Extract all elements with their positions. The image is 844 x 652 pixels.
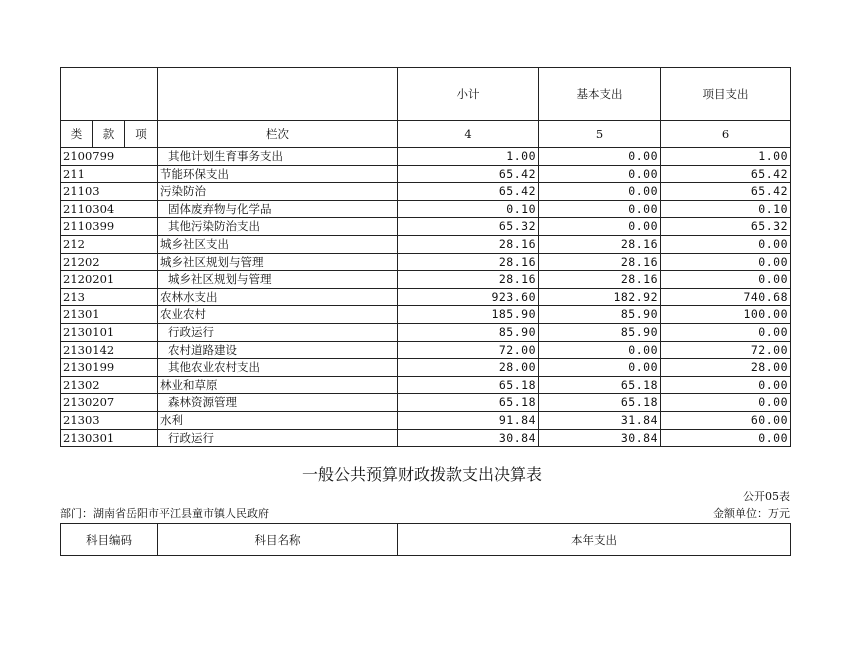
subject-name: 污染防治 — [158, 183, 398, 201]
project-expense-value: 0.00 — [661, 323, 791, 341]
basic-expense-value: 0.00 — [539, 183, 661, 201]
basic-expense-value: 65.18 — [539, 394, 661, 412]
basic-expense-value: 28.16 — [539, 271, 661, 289]
basic-expense-value: 0.00 — [539, 359, 661, 377]
table-row — [61, 218, 791, 236]
table-row — [61, 394, 791, 412]
project-expense-value: 100.00 — [661, 306, 791, 324]
subject-code: 2120201 — [61, 271, 158, 289]
basic-expense-value: 0.00 — [539, 165, 661, 183]
basic-expense-value: 0.00 — [539, 341, 661, 359]
subtotal-value: 28.16 — [398, 235, 539, 253]
subject-name: 行政运行 — [158, 323, 398, 341]
subject-code: 2110399 — [61, 218, 158, 236]
subject-code: 2130142 — [61, 341, 158, 359]
basic-expense-value: 85.90 — [539, 323, 661, 341]
header-subtotal: 小计 — [398, 68, 539, 121]
header-subject-name: 科目名称 — [158, 524, 398, 556]
subtotal-value: 65.32 — [398, 218, 539, 236]
subtotal-value: 65.18 — [398, 394, 539, 412]
header-blank-cell — [61, 68, 158, 121]
subject-name: 其他污染防治支出 — [158, 218, 398, 236]
project-expense-value: 65.42 — [661, 165, 791, 183]
header-current-year-expense: 本年支出 — [398, 524, 791, 556]
project-expense-value: 0.10 — [661, 200, 791, 218]
subject-code: 21301 — [61, 306, 158, 324]
basic-expense-value: 0.00 — [539, 218, 661, 236]
table-row — [61, 183, 791, 201]
subject-name: 农业农村 — [158, 306, 398, 324]
header-lei: 类 — [61, 121, 93, 148]
subtotal-value: 65.18 — [398, 376, 539, 394]
project-expense-value: 0.00 — [661, 235, 791, 253]
basic-expense-value: 0.00 — [539, 148, 661, 166]
page-title: 一般公共预算财政拨款支出决算表 — [301, 465, 542, 484]
expenditure-table — [60, 67, 791, 447]
budget-table-header — [60, 523, 791, 556]
table-header-row — [61, 68, 791, 121]
subtotal-value: 923.60 — [398, 288, 539, 306]
header-subject-code: 科目编码 — [61, 524, 158, 556]
table-row — [61, 323, 791, 341]
table-row — [61, 376, 791, 394]
project-expense-value: 0.00 — [661, 253, 791, 271]
basic-expense-value: 85.90 — [539, 306, 661, 324]
table-row — [61, 359, 791, 377]
subject-code: 2130199 — [61, 359, 158, 377]
subject-name: 农林水支出 — [158, 288, 398, 306]
project-expense-value: 0.00 — [661, 429, 791, 447]
project-expense-value: 72.00 — [661, 341, 791, 359]
table-row — [61, 341, 791, 359]
subtotal-value: 65.42 — [398, 183, 539, 201]
header-col-6: 6 — [661, 121, 791, 148]
subtotal-value: 185.90 — [398, 306, 539, 324]
basic-expense-value: 30.84 — [539, 429, 661, 447]
table-row — [61, 235, 791, 253]
subject-code: 211 — [61, 165, 158, 183]
header-basic-expense: 基本支出 — [539, 68, 661, 121]
project-expense-value: 28.00 — [661, 359, 791, 377]
table-row — [61, 253, 791, 271]
header-kuan: 款 — [93, 121, 125, 148]
subject-code: 2130101 — [61, 323, 158, 341]
subtotal-value: 28.16 — [398, 253, 539, 271]
basic-expense-value: 28.16 — [539, 253, 661, 271]
basic-expense-value: 182.92 — [539, 288, 661, 306]
subtotal-value: 72.00 — [398, 341, 539, 359]
subject-code: 21103 — [61, 183, 158, 201]
basic-expense-value: 65.18 — [539, 376, 661, 394]
subtotal-value: 65.42 — [398, 165, 539, 183]
subject-code: 213 — [61, 288, 158, 306]
table-row — [61, 148, 791, 166]
project-expense-value: 1.00 — [661, 148, 791, 166]
subject-name: 城乡社区规划与管理 — [158, 271, 398, 289]
subject-code: 212 — [61, 235, 158, 253]
table-row — [61, 165, 791, 183]
project-expense-value: 0.00 — [661, 271, 791, 289]
subject-name: 城乡社区支出 — [158, 235, 398, 253]
subject-name: 水利 — [158, 411, 398, 429]
header-col-4: 4 — [398, 121, 539, 148]
subject-name: 农村道路建设 — [158, 341, 398, 359]
basic-expense-value: 28.16 — [539, 235, 661, 253]
subject-code: 2130301 — [61, 429, 158, 447]
form-number: 公开05表 — [743, 490, 790, 503]
subject-name: 林业和草原 — [158, 376, 398, 394]
table-row — [61, 306, 791, 324]
subject-code: 2110304 — [61, 200, 158, 218]
subtotal-value: 0.10 — [398, 200, 539, 218]
subject-code: 2130207 — [61, 394, 158, 412]
subtotal-value: 85.90 — [398, 323, 539, 341]
project-expense-value: 65.42 — [661, 183, 791, 201]
header-xiang: 项 — [125, 121, 158, 148]
table-row — [61, 288, 791, 306]
table-row — [61, 411, 791, 429]
project-expense-value: 65.32 — [661, 218, 791, 236]
subject-name: 其他农业农村支出 — [158, 359, 398, 377]
subject-code: 21302 — [61, 376, 158, 394]
subtotal-value: 30.84 — [398, 429, 539, 447]
subject-name: 节能环保支出 — [158, 165, 398, 183]
subject-name: 森林资源管理 — [158, 394, 398, 412]
subject-code: 21202 — [61, 253, 158, 271]
unit-label: 金额单位：万元 — [713, 507, 790, 520]
table-subheader-row — [61, 121, 791, 148]
table-row — [61, 200, 791, 218]
header-lanci: 栏次 — [158, 121, 398, 148]
project-expense-value: 0.00 — [661, 394, 791, 412]
subject-name: 其他计划生育事务支出 — [158, 148, 398, 166]
project-expense-value: 60.00 — [661, 411, 791, 429]
basic-expense-value: 31.84 — [539, 411, 661, 429]
table-row — [61, 271, 791, 289]
subtotal-value: 91.84 — [398, 411, 539, 429]
subject-name: 城乡社区规划与管理 — [158, 253, 398, 271]
subject-code: 2100799 — [61, 148, 158, 166]
table-header-row — [61, 524, 791, 556]
subtotal-value: 28.00 — [398, 359, 539, 377]
header-project-expense: 项目支出 — [661, 68, 791, 121]
table-row — [61, 429, 791, 447]
subtotal-value: 1.00 — [398, 148, 539, 166]
subject-name: 行政运行 — [158, 429, 398, 447]
subtotal-value: 28.16 — [398, 271, 539, 289]
header-blank-cell — [158, 68, 398, 121]
basic-expense-value: 0.00 — [539, 200, 661, 218]
subject-name: 固体废弃物与化学品 — [158, 200, 398, 218]
subject-code: 21303 — [61, 411, 158, 429]
project-expense-value: 0.00 — [661, 376, 791, 394]
header-col-5: 5 — [539, 121, 661, 148]
project-expense-value: 740.68 — [661, 288, 791, 306]
department-label: 部门：湖南省岳阳市平江县童市镇人民政府 — [60, 507, 269, 520]
